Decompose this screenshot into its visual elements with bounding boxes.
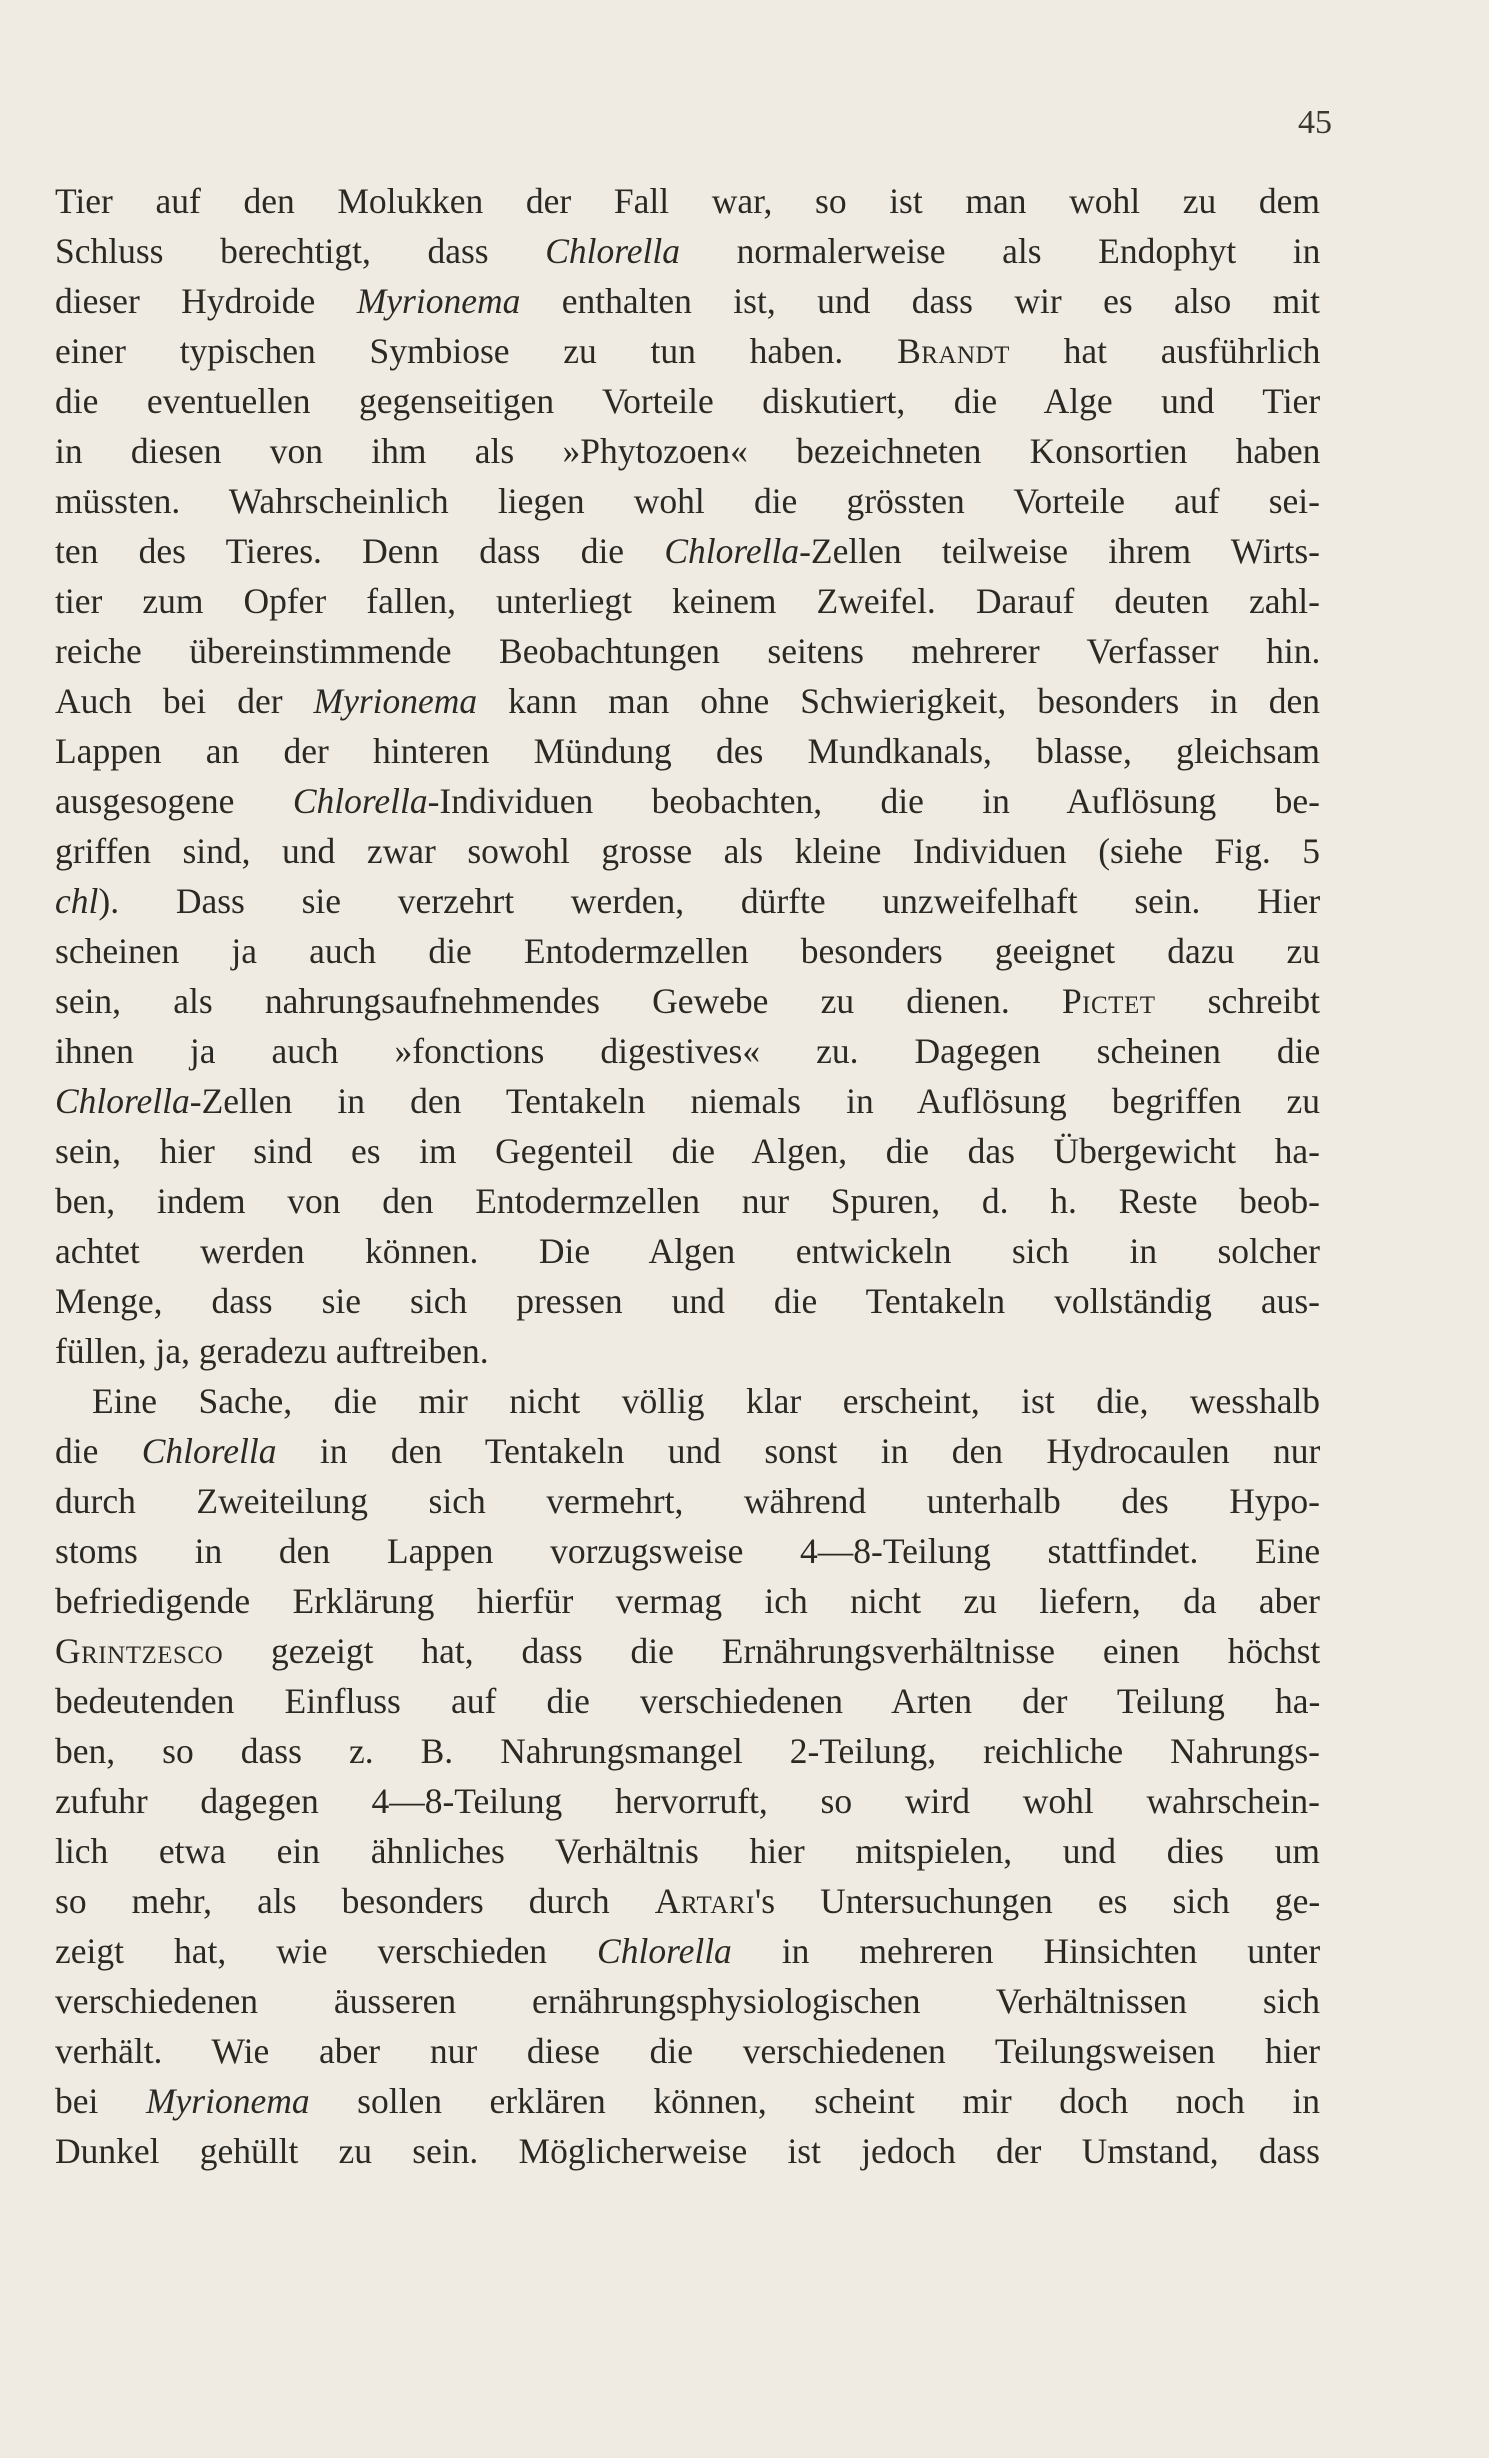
- italic-term: Myrionema: [356, 281, 521, 321]
- text-segment: Tier auf den Molukken der Fall war, so ist man wohl zu dem: [55, 181, 1320, 221]
- text-segment: verhält. Wie aber nur diese die verschiedenen Teilungsweisen hier: [55, 2031, 1321, 2071]
- text-line: [55, 1526, 1320, 1576]
- text-line: [55, 1976, 1320, 2026]
- text-segment: Dunkel gehüllt zu sein. Möglicherweise ist jedoch der Umstand, dass: [55, 2131, 1320, 2171]
- text-line: [55, 1726, 1320, 1776]
- text-line: [55, 1026, 1320, 1076]
- text-segment: ben, so dass z. B. Nahrungsmangel 2-Teilung, reichliche Nahrungs-: [55, 1731, 1320, 1771]
- text-line: [55, 976, 1320, 1026]
- text-segment: füllen, ja, geradezu auftreiben.: [55, 1331, 489, 1371]
- text-line: [55, 1176, 1320, 1226]
- text-segment: achtet werden können. Die Algen entwickeln sich in solcher: [55, 1231, 1320, 1271]
- text-line: [55, 226, 1320, 276]
- italic-term: Myrionema: [313, 681, 478, 721]
- text-line: [55, 676, 1320, 726]
- text-line: [55, 1876, 1320, 1926]
- text-segment: sein, hier sind es im Gegenteil die Algen, die das Übergewicht ha-: [55, 1131, 1320, 1171]
- italic-term: Chlorella: [545, 231, 680, 271]
- text-line: [55, 1276, 1320, 1326]
- text-line: [55, 2076, 1320, 2126]
- text-segment: sein, als nahrungsaufnehmendes Gewebe zu dienen.: [55, 981, 1062, 1021]
- text-segment: ihnen ja auch »fonctions digestives« zu. Dagegen scheinen die: [55, 1031, 1321, 1071]
- text-line: [55, 1676, 1320, 1726]
- text-segment: -Individuen beobachten, die in Auflösung be-: [427, 781, 1320, 821]
- text-segment: reiche übereinstimmende Beobachtungen seitens mehrerer Verfasser hin.: [55, 631, 1321, 671]
- text-segment: stoms in den Lappen vorzugsweise 4—8-Teilung stattfindet. Eine: [55, 1531, 1321, 1571]
- text-segment: dieser Hydroide: [55, 281, 357, 321]
- author-name: Artari: [654, 1881, 755, 1921]
- text-segment: gezeigt hat, dass die Ernährungsverhältnisse einen höchst: [223, 1631, 1321, 1671]
- italic-term: chl: [55, 881, 99, 921]
- text-segment: ten des Tieres. Denn dass die: [55, 531, 665, 571]
- text-segment: verschiedenen äusseren ernährungsphysiologischen Verhältnissen sich: [55, 1981, 1321, 2021]
- text-line: [55, 326, 1320, 376]
- text-line: [55, 1476, 1320, 1526]
- text-line: [55, 1126, 1320, 1176]
- text-line: [55, 1426, 1320, 1476]
- text-segment: Eine Sache, die mir nicht völlig klar erscheint, ist die, wesshalb: [92, 1381, 1321, 1421]
- text-line: [55, 626, 1320, 676]
- italic-term: Chlorella: [597, 1931, 732, 1971]
- text-segment: scheinen ja auch die Entodermzellen besonders geeignet dazu zu: [55, 931, 1320, 971]
- text-segment: ausgesogene: [55, 781, 293, 821]
- text-segment: befriedigende Erklärung hierfür vermag ich nicht zu liefern, da aber: [55, 1581, 1320, 1621]
- text-segment: die: [55, 1431, 142, 1471]
- text-line: [55, 1576, 1320, 1626]
- italic-term: Chlorella: [55, 1081, 190, 1121]
- text-line: [55, 176, 1320, 226]
- text-line: [55, 876, 1320, 926]
- text-segment: in diesen von ihm als »Phytozoen« bezeichneten Konsortien haben: [55, 431, 1321, 471]
- text-segment: lich etwa ein ähnliches Verhältnis hier mitspielen, und dies um: [55, 1831, 1320, 1871]
- text-line: [55, 1826, 1320, 1876]
- text-segment: Lappen an der hinteren Mündung des Mundkanals, blasse, gleichsam: [55, 731, 1320, 771]
- text-segment: durch Zweiteilung sich vermehrt, während unterhalb des Hypo-: [55, 1481, 1320, 1521]
- text-segment: tier zum Opfer fallen, unterliegt keinem Zweifel. Darauf deuten zahl-: [55, 581, 1320, 621]
- text-line: [55, 776, 1320, 826]
- text-line: [55, 376, 1320, 426]
- text-segment: kann man ohne Schwierigkeit, besonders in den: [477, 681, 1321, 721]
- text-segment: griffen sind, und zwar sowohl grosse als kleine Individuen (siehe Fig. 5: [55, 831, 1320, 871]
- text-line: [55, 1626, 1320, 1676]
- text-segment: normalerweise als Endophyt in: [680, 231, 1321, 271]
- text-segment: einer typischen Symbiose zu tun haben.: [55, 331, 898, 371]
- author-name: Brandt: [897, 331, 1010, 371]
- text-line: [55, 2126, 1320, 2176]
- text-segment: Auch bei der: [55, 681, 314, 721]
- italic-term: Chlorella: [664, 531, 800, 571]
- italic-term: Chlorella: [292, 781, 428, 821]
- text-line: [55, 2026, 1320, 2076]
- text-line: [55, 276, 1320, 326]
- italic-term: Chlorella: [141, 1431, 277, 1471]
- text-segment: so mehr, als besonders durch: [55, 1881, 655, 1921]
- text-line: [55, 926, 1320, 976]
- body-text: [55, 176, 1320, 2176]
- text-segment: in mehreren Hinsichten unter: [731, 1931, 1321, 1971]
- text-segment: die eventuellen gegenseitigen Vorteile diskutiert, die Alge und Tier: [55, 381, 1321, 421]
- text-segment: in den Tentakeln und sonst in den Hydrocaulen nur: [276, 1431, 1321, 1471]
- text-line: [55, 1376, 1320, 1426]
- text-segment: bei: [55, 2081, 146, 2121]
- text-line: [55, 726, 1320, 776]
- text-segment: Menge, dass sie sich pressen und die Tentakeln vollständig aus-: [55, 1281, 1320, 1321]
- text-segment: müssten. Wahrscheinlich liegen wohl die grössten Vorteile auf sei-: [55, 481, 1320, 521]
- text-line: [55, 1776, 1320, 1826]
- text-segment: zeigt hat, wie verschieden: [55, 1931, 598, 1971]
- text-line: [55, 576, 1320, 626]
- text-segment: 's Untersuchungen es sich ge-: [754, 1881, 1321, 1921]
- page-number: 45: [1298, 104, 1332, 141]
- text-segment: schreibt: [1155, 981, 1321, 1021]
- text-line: [55, 1926, 1320, 1976]
- text-line: [55, 1326, 1320, 1376]
- text-line: [55, 526, 1320, 576]
- text-segment: enthalten ist, und dass wir es also mit: [520, 281, 1320, 321]
- text-line: [55, 826, 1320, 876]
- text-segment: -Zellen teilweise ihrem Wirts-: [799, 531, 1320, 571]
- text-segment: bedeutenden Einfluss auf die verschiedenen Arten der Teilung ha-: [55, 1681, 1321, 1721]
- text-segment: ben, indem von den Entodermzellen nur Spuren, d. h. Reste beob-: [55, 1181, 1320, 1221]
- text-segment: ). Dass sie verzehrt werden, dürfte unzweifelhaft sein. Hier: [98, 881, 1321, 921]
- text-segment: hat ausführlich: [1009, 331, 1321, 371]
- text-segment: Schluss berechtigt, dass: [55, 231, 546, 271]
- text-segment: sollen erklären können, scheint mir doch noch in: [309, 2081, 1320, 2121]
- text-line: [55, 426, 1320, 476]
- text-line: [55, 1076, 1320, 1126]
- italic-term: Myrionema: [145, 2081, 310, 2121]
- text-segment: -Zellen in den Tentakeln niemals in Auflösung begriffen zu: [189, 1081, 1320, 1121]
- text-line: [55, 1226, 1320, 1276]
- text-segment: zufuhr dagegen 4—8-Teilung hervorruft, so wird wohl wahrschein-: [55, 1781, 1320, 1821]
- author-name: Grintzesco: [55, 1631, 224, 1671]
- author-name: Pictet: [1061, 981, 1156, 1021]
- text-line: [55, 476, 1320, 526]
